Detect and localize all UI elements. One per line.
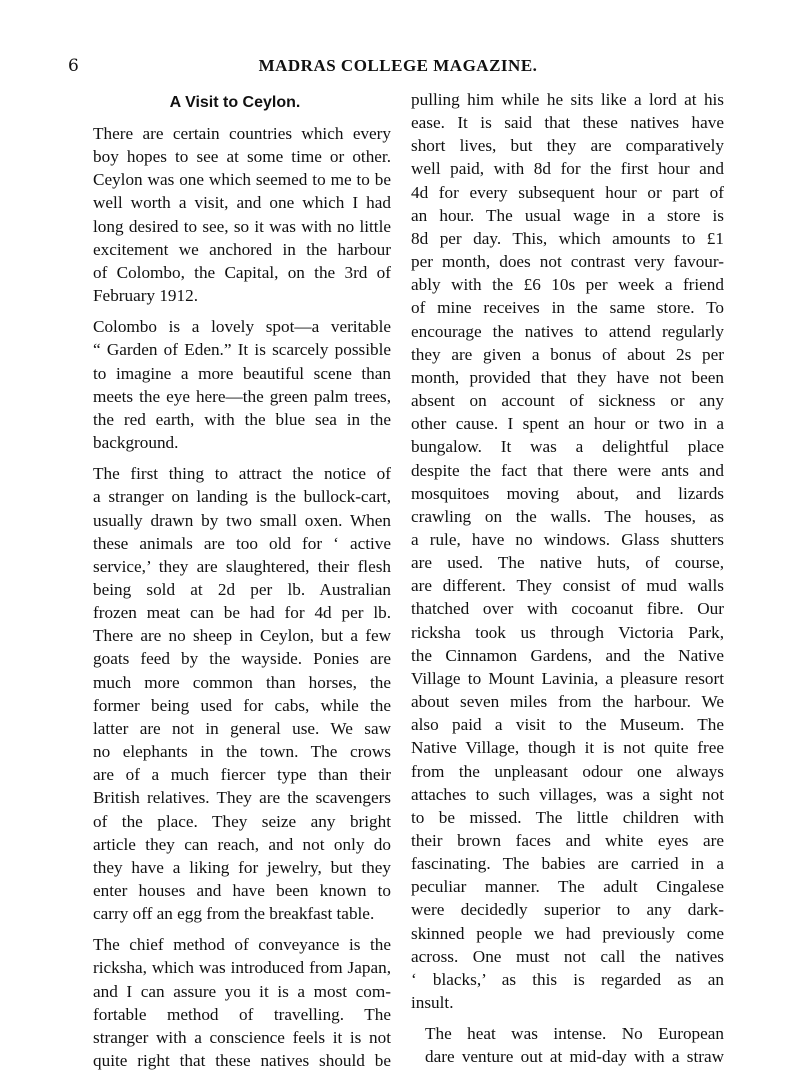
left-column-text	[79, 122, 391, 1072]
text-line: latter are not in general use. We saw	[93, 718, 391, 738]
text-line: their brown faces and white eyes are	[411, 831, 724, 850]
text-line: across. One must not call the natives	[411, 946, 724, 966]
text-line: they have a liking for jewelry, but they	[93, 857, 391, 877]
text-line: encourage the natives to attend regularly	[411, 321, 724, 341]
text-line: usually drawn by two small oxen. When	[93, 510, 391, 530]
text-line: long desired to see, so it was with no little	[93, 216, 391, 236]
text-line: are of a much fiercer type than their	[93, 765, 391, 785]
text-line: fortable method of travelling. The	[93, 1004, 391, 1024]
text-line: much more common than horses, the	[93, 672, 391, 692]
text-line: Ceylon was one which seemed to me to be	[93, 170, 391, 190]
text-line: There are certain countries which every	[93, 124, 391, 143]
text-line: There are no sheep in Ceylon, but a few	[93, 626, 391, 646]
text-line: of mine receives in the same store. To	[411, 298, 724, 318]
text-line: excitement we anchored in the harbour	[93, 239, 391, 259]
text-line: to be missed. The little children with	[411, 807, 724, 827]
text-line: the Cinnamon Gardens, and the Native	[411, 645, 724, 665]
text-line: 8d per day. This, which amounts to £1	[411, 228, 724, 248]
text-line: service,’ they are slaughtered, their flesh	[93, 556, 391, 576]
text-line: crawling on the walls. The houses, as	[411, 506, 724, 526]
right-column	[411, 88, 724, 1077]
text-line: from the unpleasant odour one always	[411, 761, 724, 781]
text-line: skinned people we had previously come	[411, 923, 724, 943]
text-line: meets the eye here—the green palm trees,	[93, 386, 391, 406]
text-line: they are given a bonus of about 2s per	[411, 344, 724, 364]
text-line: Village to Mount Lavinia, a pleasure resort	[411, 668, 724, 688]
text-line: per month, does not contrast very favour-	[411, 252, 724, 272]
text-line: stranger with a conscience feels it is not	[93, 1027, 391, 1047]
text-line: about seven miles from the harbour. We	[411, 692, 724, 712]
text-line: of Colombo, the Capital, on the 3rd of	[93, 262, 391, 282]
text-line: mosquitoes moving about, and lizards	[411, 483, 724, 503]
text-line: insult.	[411, 993, 454, 1013]
text-line: despite the fact that there were ants and	[411, 460, 724, 480]
text-line: short lives, but they are comparatively	[411, 136, 724, 156]
text-line: former being used for cabs, while the	[93, 695, 391, 715]
page-number: 6	[68, 56, 79, 76]
text-line: boy hopes to see at some time or other.	[93, 147, 391, 167]
text-line: dare venture out at mid-day with a straw	[425, 1047, 724, 1067]
text-line: ease. It is said that these natives have	[411, 113, 724, 133]
left-column	[79, 88, 391, 1080]
paragraph	[79, 462, 391, 925]
text-line: an hour. The usual wage in a store is	[411, 205, 724, 225]
text-line: Colombo is a lovely spot—a veritable	[93, 317, 391, 337]
text-line: bungalow. It was a delightful place	[411, 437, 724, 457]
text-line: ably with the £6 10s per week a friend	[411, 275, 724, 295]
text-line: ricksha took us through Victoria Park,	[411, 622, 724, 642]
text-line: frozen meat can be had for 4d per lb.	[93, 603, 391, 623]
text-line: The chief method of conveyance is the	[93, 935, 391, 955]
text-line: absent on account of sickness or any	[411, 391, 724, 411]
magazine-title: MADRAS COLLEGE MAGAZINE.	[258, 56, 538, 75]
text-line: pulling him while he sits like a lord at his	[411, 90, 724, 109]
page-header	[68, 56, 728, 80]
text-line: being sold at 2d per lb. Australian	[93, 579, 391, 599]
text-line: a stranger on landing is the bullock-cart,	[93, 487, 391, 507]
text-line: were decidedly superior to any dark-	[411, 900, 724, 920]
paragraph	[79, 122, 391, 307]
text-line: attaches to such villages, was a sight not	[411, 784, 724, 804]
text-line: background.	[93, 433, 179, 453]
text-line: to imagine a more beautiful scene than	[93, 363, 391, 383]
text-line: a rule, have no windows. Glass shutters	[411, 529, 724, 549]
text-line: enter houses and have been known to	[93, 881, 391, 900]
text-line: carry off an egg from the breakfast table.	[93, 904, 375, 924]
text-line: of the place. They seize any bright	[93, 811, 391, 831]
text-line: well paid, with 8d for the first hour and	[411, 159, 724, 179]
text-line: February 1912.	[93, 286, 199, 306]
right-column-text	[411, 88, 724, 1069]
article-title: A Visit to Ceylon.	[169, 94, 301, 111]
text-line: other cause. I spent an hour or two in a	[411, 414, 724, 434]
text-line: month, provided that they have not been	[411, 367, 724, 387]
text-line: and I can assure you it is a most com-	[93, 981, 391, 1001]
text-line: fascinating. The babies are carried in a	[411, 854, 724, 874]
text-line: quite right that these natives should be	[93, 1051, 391, 1071]
paragraph	[79, 315, 391, 454]
text-line: Native Village, though it is not quite free	[411, 738, 724, 758]
text-line: 4d for every subsequent hour or part of	[411, 182, 724, 202]
text-line: the red earth, with the blue sea in the	[93, 409, 391, 429]
text-line: article they can reach, and not only do	[93, 834, 391, 854]
text-line: also paid a visit to the Museum. The	[411, 715, 724, 735]
text-line: thatched over with cocoanut fibre. Our	[411, 599, 724, 619]
text-line: are used. The native huts, of course,	[411, 553, 724, 573]
text-line: “ Garden of Eden.” It is scarcely possible	[93, 340, 391, 360]
text-line: ricksha, which was introduced from Japan,	[93, 958, 391, 978]
text-line: no elephants in the town. The crows	[93, 742, 391, 762]
text-line: British relatives. They are the scavengers	[93, 788, 391, 808]
paragraph	[411, 1022, 724, 1068]
text-line: goats feed by the wayside. Ponies are	[93, 649, 391, 669]
text-line: well worth a visit, and one which I had	[93, 193, 391, 213]
text-line: peculiar manner. The adult Cingalese	[411, 877, 724, 897]
text-line: these animals are too old for ‘ active	[93, 533, 391, 553]
paragraph	[411, 88, 724, 1014]
text-line: are different. They consist of mud walls	[411, 576, 724, 596]
text-line: The heat was intense. No European	[425, 1024, 724, 1044]
text-line: The first thing to attract the notice of	[93, 464, 391, 484]
paragraph	[79, 933, 391, 1072]
text-line: ‘ blacks,’ as this is regarded as an	[411, 969, 724, 989]
